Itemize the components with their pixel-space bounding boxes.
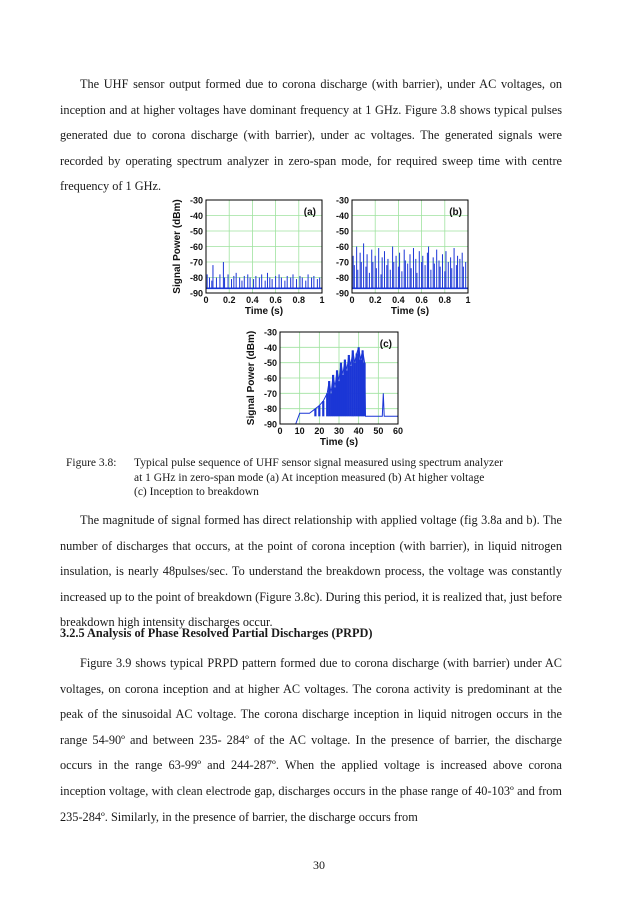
x-tick-label: 0.2 [222, 295, 236, 305]
y-tick-label: -60 [189, 242, 203, 252]
x-tick-label: 0 [277, 426, 283, 436]
y-axis-label: Signal Power (dBm) [246, 330, 257, 426]
x-tick-label: 0 [349, 295, 355, 305]
x-tick-label: 0.8 [292, 295, 306, 305]
panel-label: (b) [449, 207, 462, 218]
chart-a-svg [170, 188, 330, 318]
y-tick-label: -90 [335, 288, 349, 299]
x-tick-label: 60 [392, 426, 404, 436]
x-tick-label: 0.4 [392, 295, 405, 305]
page-number: 30 [313, 858, 325, 872]
y-tick-label: -30 [335, 195, 349, 206]
y-tick-label: -70 [189, 257, 203, 268]
x-axis-label: Time (s) [244, 306, 284, 317]
x-tick-label: 0.4 [246, 295, 259, 305]
chart-c-svg [240, 322, 410, 450]
x-tick-label: 40 [353, 426, 364, 436]
y-tick-label: -40 [335, 211, 349, 221]
y-tick-label: -60 [335, 242, 349, 252]
x-tick-label: 1 [465, 295, 471, 305]
chart-b-svg [326, 188, 476, 318]
y-tick-label: -50 [263, 358, 277, 369]
section-heading: 3.2.5 Analysis of Phase Resolved Partial Discharges (PRPD) [60, 626, 373, 640]
y-tick-label: -90 [263, 419, 277, 430]
y-tick-label: -80 [335, 273, 349, 283]
x-tick-label: 10 [294, 426, 305, 436]
caption-line: Typical pulse sequence of UHF sensor signal measured using spectrum analyzer [134, 457, 504, 469]
x-tick-label: 20 [314, 426, 325, 436]
caption-text [134, 456, 574, 500]
paragraph-prpd: Figure 3.9 shows typical PRPD pattern formed due to corona discharge (with barrier) under AC voltages, on corona inception and at higher AC voltages. The corona activity is predominant at the peak of the sinusoidal AC voltage. The corona discharge inception in liquid nitrogen occurs in the range 54-90º and between 235- 284º of the AC voltage. In the presence of barrier, the discharge occurs in the range 63-99º and 244-287º. When the applied voltage is increased above corona inception voltage, with clean electrode gap, discharges occurs in the phase range of 40-103º and from 235-284º. Similarly, in the presence of barrier, the discharge occurs from [60, 656, 562, 824]
caption-label: Figure 3.8: [66, 457, 117, 469]
panel-label: (a) [303, 207, 316, 218]
y-tick-label: -80 [189, 273, 203, 283]
y-tick-label: -70 [335, 257, 349, 268]
y-tick-label: -50 [189, 226, 203, 237]
y-tick-label: -30 [189, 195, 203, 206]
x-tick-label: 30 [333, 426, 345, 436]
x-axis-label: Time (s) [319, 437, 359, 448]
x-tick-label: 0.6 [415, 295, 428, 305]
panel-label: (c) [379, 339, 392, 350]
figure-panel-a [170, 188, 330, 318]
x-tick-label: 1 [319, 295, 325, 305]
x-tick-label: 0.8 [438, 295, 452, 305]
x-tick-label: 0.6 [269, 295, 282, 305]
paragraph-intro: The UHF sensor output formed due to corona discharge (with barrier), under AC voltages, on inception and at higher voltages have dominant frequency at 1 GHz. Figure 3.8 shows typical pulses generated due to corona discharge (with barrier), under ac voltages. The generated signals were recorded by operating spectrum analyzer in zero-span mode, for required sweep time with centre frequency of 1 GHz. [60, 77, 562, 194]
x-tick-label: 0 [203, 295, 209, 305]
caption-line: at 1 GHz in zero-span mode (a) At inception measured (b) At higher voltage [134, 471, 485, 484]
x-tick-label: 50 [373, 426, 384, 436]
y-tick-label: -60 [263, 373, 277, 384]
x-axis-label: Time (s) [390, 306, 430, 317]
paragraph-magnitude: The magnitude of signal formed has direct relationship with applied voltage (fig 3.8a and b). The number of discharges that occurs, at the point of corona inception (with barrier), in liquid nitrogen insulation, is nearly 48pulses/sec. To understand the breakdown process, the voltage was constantly increased up to the point of breakdown (Figure 3.8c). During this period, it is realized that, just before breakdown high intensity discharges occur. [60, 513, 562, 630]
figure-panel-c [240, 322, 410, 450]
y-tick-label: -90 [189, 288, 203, 299]
caption-line: (c) Inception to breakdown [134, 486, 259, 498]
y-tick-label: -70 [263, 388, 277, 399]
figure-panel-b [326, 188, 476, 318]
x-tick-label: 0.2 [368, 295, 382, 305]
y-tick-label: -50 [335, 226, 349, 237]
y-tick-label: -40 [263, 342, 277, 353]
y-axis-label: Signal Power (dBm) [172, 199, 183, 294]
y-tick-label: -30 [263, 327, 277, 338]
y-tick-label: -80 [263, 404, 277, 415]
y-tick-label: -40 [189, 211, 203, 221]
